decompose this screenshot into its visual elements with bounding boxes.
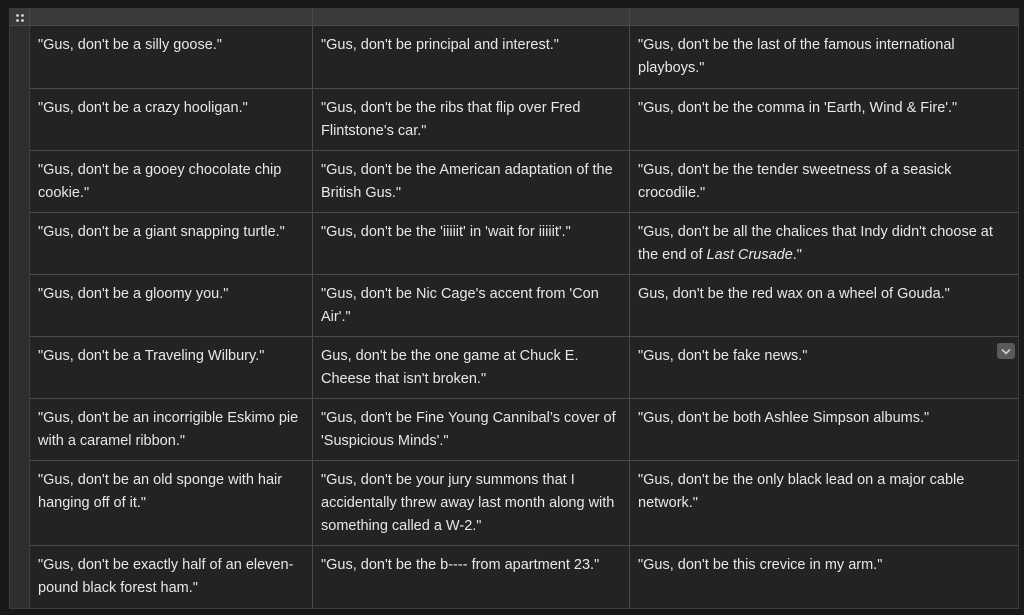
cell-text-suffix: .": [792, 247, 802, 263]
table-handle[interactable]: [10, 9, 30, 26]
table-cell[interactable]: "Gus, don't be the comma in 'Earth, Wind & Fire'.": [638, 100, 958, 116]
table-cell[interactable]: "Gus, don't be an incorrigible Eskimo pie with a caramel ribbon.": [30, 399, 313, 460]
table-cell[interactable]: "Gus, don't be the b---- from apartment 23.": [313, 546, 630, 608]
table-cell[interactable]: "Gus, don't be the ribs that flip over Fred Flintstone's car.": [313, 89, 630, 150]
table-cell[interactable]: Gus, don't be the one game at Chuck E. Cheese that isn't broken.": [313, 337, 630, 398]
column-header-1[interactable]: [30, 9, 313, 25]
table-cell[interactable]: [630, 337, 1018, 398]
table-row: [30, 151, 1018, 213]
cell-dropdown-button[interactable]: [997, 343, 1015, 359]
column-header-row: [10, 9, 1018, 26]
table-cell[interactable]: "Gus, don't be both Ashlee Simpson albums.": [638, 410, 930, 426]
italic-title: Last Crusade: [706, 247, 793, 263]
table-cell[interactable]: "Gus, don't be this crevice in my arm.": [638, 557, 883, 573]
cell-text: "Gus, don't be all the chalices that Indy didn't choose at the end of: [638, 224, 993, 263]
table-cell[interactable]: "Gus, don't be exactly half of an eleven-pound black forest ham.": [30, 546, 313, 608]
table-row: [30, 213, 1018, 275]
table-cell[interactable]: "Gus, don't be the last of the famous international playboys.": [638, 37, 955, 76]
table-row: [30, 337, 1018, 399]
table-cell[interactable]: "Gus, don't be your jury summons that I accidentally threw away last month along with something called a W-2.": [313, 461, 630, 545]
table-body: [30, 26, 1018, 608]
table-cell[interactable]: "Gus, don't be an old sponge with hair hanging off of it.": [30, 461, 313, 545]
table-cell[interactable]: [630, 213, 1018, 274]
table-cell[interactable]: "Gus, don't be a Traveling Wilbury.": [30, 337, 313, 398]
table-row: [30, 461, 1018, 546]
chevron-down-icon: [1001, 348, 1011, 355]
table-cell[interactable]: "Gus, don't be the American adaptation of the British Gus.": [313, 151, 630, 212]
table-cell[interactable]: "Gus, don't be the tender sweetness of a seasick crocodile.": [638, 162, 952, 201]
table-cell[interactable]: "Gus, don't be a gooey chocolate chip cookie.": [30, 151, 313, 212]
table-cell[interactable]: "Gus, don't be Fine Young Cannibal’s cover of 'Suspicious Minds'.": [313, 399, 630, 460]
table-row: [30, 275, 1018, 337]
row-gutter: [10, 26, 30, 608]
cell-text: "Gus, don't be fake news.": [638, 348, 808, 364]
column-header-3[interactable]: [630, 9, 1018, 25]
table-row: [30, 546, 1018, 608]
table-cell[interactable]: "Gus, don't be the only black lead on a major cable network.": [638, 472, 965, 511]
table-cell[interactable]: Gus, don't be the red wax on a wheel of Gouda.": [638, 286, 950, 302]
table-row: [30, 26, 1018, 89]
table-cell[interactable]: "Gus, don't be a crazy hooligan.": [30, 89, 313, 150]
table-cell[interactable]: "Gus, don't be a gloomy you.": [30, 275, 313, 336]
table-cell[interactable]: "Gus, don't be Nic Cage's accent from 'Con Air'.": [313, 275, 630, 336]
table-cell[interactable]: "Gus, don't be principal and interest.": [313, 26, 630, 88]
table-row: [30, 399, 1018, 461]
quotes-table: [9, 8, 1019, 609]
column-header-2[interactable]: [313, 9, 630, 25]
table-cell[interactable]: "Gus, don't be a silly goose.": [30, 26, 313, 88]
drag-handle-icon: [15, 13, 25, 23]
table-row: [30, 89, 1018, 151]
table-cell[interactable]: "Gus, don't be the 'iiiiit' in 'wait for iiiiit'.": [313, 213, 630, 274]
table-cell[interactable]: "Gus, don't be a giant snapping turtle.": [30, 213, 313, 274]
